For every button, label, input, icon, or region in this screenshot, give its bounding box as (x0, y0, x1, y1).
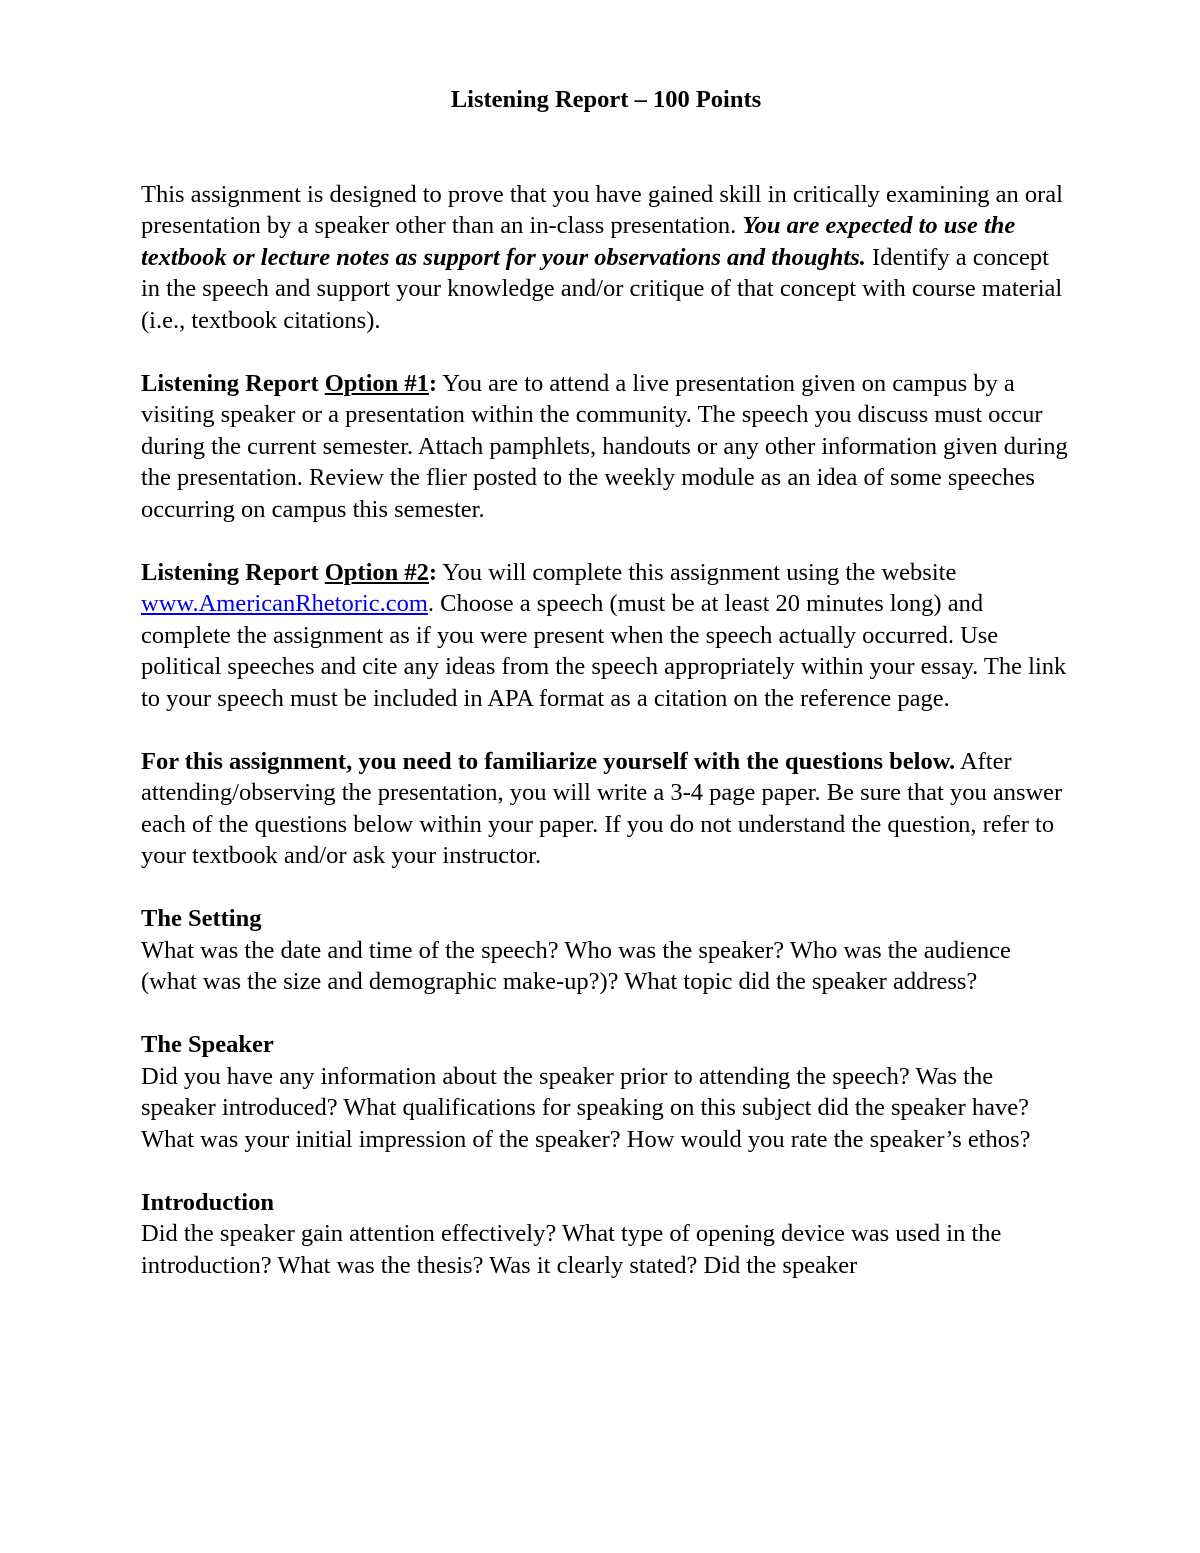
option2-paragraph (141, 557, 1071, 715)
option2-text-after: . Choose a speech (must be at least 20 minutes long) and complete the assignment as if you were present when the speech actually occurred. Use political speeches and cite any ideas from the speech appropriately within your essay. The link to your speech must be included in APA format as a citation on the reference page. (141, 590, 1067, 712)
option1-option: Option #1 (324, 369, 429, 397)
instructions-bold: For this assignment, you need to familiarize yourself with the questions below. (141, 747, 956, 775)
option1-paragraph (141, 368, 1071, 526)
option2-option: Option #2 (324, 558, 429, 586)
document-body (141, 84, 1071, 1313)
section-introduction (141, 1187, 1071, 1282)
section-heading-speaker: The Speaker (141, 1031, 274, 1058)
instructions-text: After attending/observing the presentation, you will write a 3-4 page paper. Be sure that you answer each of the questions below within your paper. If you do not understand the question, refer to your textbook and/or ask your instructor. (141, 747, 1063, 869)
page-title: Listening Report – 100 Points (450, 86, 762, 113)
option2-text: You will complete this assignment using the website (437, 558, 957, 586)
option1-colon: : (428, 369, 438, 397)
intro-text-after: Identify a concept in the speech and support your knowledge and/or critique of that concept with course material (i.e., textbook citations). (141, 243, 1063, 334)
intro-paragraph (141, 179, 1071, 337)
option1-text: You are to attend a live presentation given on campus by a visiting speaker or a presentation within the community. The speech you discuss must occur during the current semester. Attach pamphlets, handouts or any other information given during the presentation. Review the flier posted to the weekly module as an idea of some speeches occurring on campus this semester. (141, 369, 1068, 523)
section-text-setting: What was the date and time of the speech? Who was the speaker? Who was the audience (what was the size and demographic make-up?)? What topic did the speaker address? (141, 936, 1011, 995)
option2-label: Listening Report (141, 558, 325, 586)
intro-text: This assignment is designed to prove that you have gained skill in critically examining an oral presentation by a speaker other than an in-class presentation. (141, 180, 1063, 239)
american-rhetoric-link[interactable]: www.AmericanRhetoric.com (141, 590, 428, 617)
instructions-paragraph (141, 746, 1071, 872)
section-heading-setting: The Setting (141, 905, 262, 932)
intro-emphasis: You are expected to use the textbook or lecture notes as support for your observations and thoughts. (141, 212, 1016, 271)
section-text-introduction: Did the speaker gain attention effectively? What type of opening device was used in the introduction? What was the thesis? Was it clearly stated? Did the speaker (141, 1220, 1002, 1279)
section-speaker (141, 1029, 1071, 1155)
section-setting (141, 903, 1071, 998)
section-heading-introduction: Introduction (141, 1188, 274, 1216)
section-text-speaker: Did you have any information about the speaker prior to attending the speech? Was the speaker introduced? What qualifications for speaking on this subject did the speaker have? What was your initial impression of the speaker? How would you rate the speaker’s ethos? (141, 1062, 1031, 1153)
option1-label: Listening Report (141, 369, 325, 397)
option2-colon: : (428, 558, 438, 586)
